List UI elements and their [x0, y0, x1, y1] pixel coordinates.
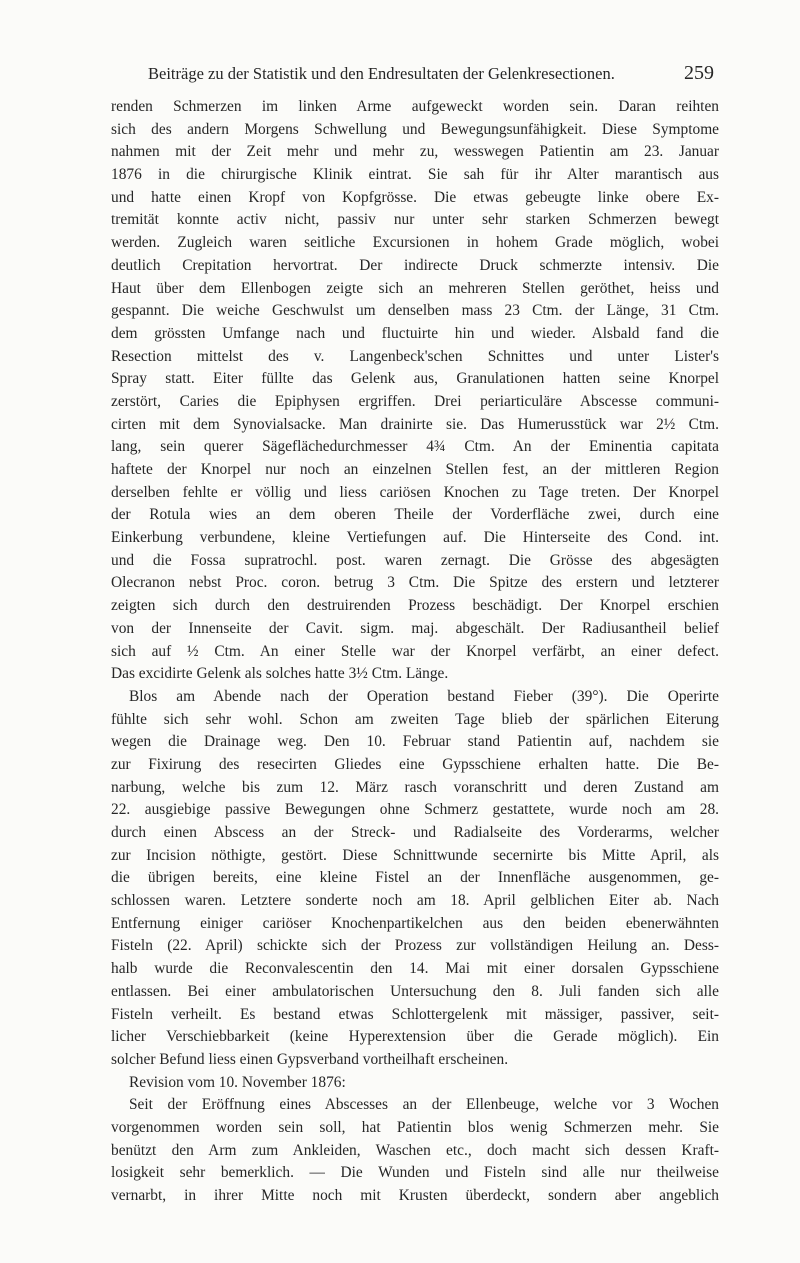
text-line: Fisteln (22. April) schickte sich der Prozess zur vollständigen Heilung an. Dess- — [111, 937, 719, 955]
text-line: haftete der Knorpel nur noch an einzelnen Stellen fest, an der mittleren Region — [111, 461, 719, 478]
text-line: renden Schmerzen im linken Arme aufgeweckt worden sein. Daran reihten — [111, 98, 719, 115]
text-line: cirten mit dem Synovialsacke. Man drainirte sie. Das Humerusstück war 2½ Ctm. — [111, 415, 719, 433]
text-line: 22. ausgiebige passive Bewegungen ohne Schmerz gestattete, wurde noch am 28. — [111, 801, 719, 819]
text-line: fühlte sich sehr wohl. Schon am zweiten Tage blieb der spärlichen Eiterung — [111, 710, 719, 728]
page-number: 259 — [684, 62, 714, 84]
text-line: vernarbt, in ihrer Mitte noch mit Krusten überdeckt, sondern aber angeblich — [111, 1187, 719, 1204]
text-line: zeigten sich durch den destruirenden Prozess beschädigt. Der Knorpel erschien — [111, 597, 719, 615]
text-line: benützt den Arm zum Ankleiden, Waschen etc., doch macht sich dessen Kraft- — [111, 1141, 719, 1159]
text-line: licher Verschiebbarkeit (keine Hyperextension über die Gerade möglich). Ein — [111, 1028, 719, 1046]
text-line: lang, sein querer Sägeflächedurchmesser 4¾ Ctm. An der Eminentia capitata — [111, 438, 719, 456]
text-line: 1876 in die chirurgische Klinik eintrat. Sie sah für ihr Alter marantisch aus — [111, 166, 719, 184]
revision-heading: Revision vom 10. November 1876: — [129, 1073, 346, 1091]
text-line: dem grössten Umfange nach und fluctuirte hin und wieder. Alsbald fand die — [111, 324, 719, 342]
text-line: werden. Zugleich waren seitliche Excursionen in hohem Grade möglich, wobei — [111, 234, 719, 252]
text-line: entlassen. Bei einer ambulatorischen Untersuchung den 8. Juli fanden sich alle — [111, 982, 719, 1000]
running-title: Beiträge zu der Statistik und den Endresultaten der Gelenkresectionen. — [148, 64, 615, 83]
text-line: zur Fixirung des resecirten Gliedes eine Gypsschiene erhalten hatte. Die Be- — [111, 755, 719, 773]
text-line: die übrigen bereits, eine kleine Fistel an der Innenfläche ausgenommen, ge- — [111, 869, 719, 887]
text-line: und die Fossa supratrochl. post. waren zernagt. Die Grösse des abgesägten — [111, 551, 719, 569]
paragraph-start-line: Seit der Eröffnung eines Abscesses an der Ellenbeuge, welche vor 3 Wochen — [129, 1096, 719, 1114]
text-line: von der Innenseite der Cavit. sigm. maj. abgeschält. Der Radiusantheil belief — [111, 619, 719, 637]
text-line: tremität konnte activ nicht, passiv nur unter sehr starken Schmerzen bewegt — [111, 211, 719, 229]
paragraph-end-line: solcher Befund liess einen Gypsverband vortheilhaft erscheinen. — [111, 1050, 509, 1068]
paragraph-start-line: Blos am Abende nach der Operation bestand Fieber (39°). Die Operirte — [129, 687, 719, 705]
paragraph-end-line: Das excidirte Gelenk als solches hatte 3½ Ctm. Länge. — [111, 665, 449, 683]
text-line: narbung, welche bis zum 12. März rasch voranschritt und deren Zustand am — [111, 778, 719, 796]
text-line: schlossen waren. Letztere sonderte noch am 18. April gelblichen Eiter ab. Nach — [111, 892, 719, 910]
text-line: zerstört, Caries die Epiphysen ergriffen. Drei periarticuläre Abscesse communi- — [111, 392, 719, 410]
text-line: wegen die Drainage weg. Den 10. Februar stand Patientin auf, nachdem sie — [111, 733, 719, 751]
text-line: Fisteln verheilt. Es bestand etwas Schlottergelenk mit mässiger, passiver, seit- — [111, 1005, 719, 1023]
text-line: nahmen mit der Zeit mehr und mehr zu, wesswegen Patientin am 23. Januar — [111, 143, 719, 161]
text-line: Haut über dem Ellenbogen zeigte sich an mehreren Stellen geröthet, heiss und — [111, 279, 719, 297]
text-line: Olecranon nebst Proc. coron. betrug 3 Ctm. Die Spitze des erstern und letzterer — [111, 574, 719, 592]
text-line: sich auf ½ Ctm. An einer Stelle war der Knorpel verfärbt, an einer defect. — [111, 642, 719, 660]
text-line: sich des andern Morgens Schwellung und Bewegungsunfähigkeit. Diese Symptome — [111, 120, 719, 138]
text-line: und hatte einen Kropf von Kopfgrösse. Die etwas gebeugte linke obere Ex- — [111, 188, 719, 206]
text-line: Resection mittelst des v. Langenbeck'schen Schnittes und unter Lister's — [111, 347, 719, 365]
text-line: gespannt. Die weiche Geschwulst um denselben mass 23 Ctm. der Länge, 31 Ctm. — [111, 302, 719, 320]
text-line: derselben fehlte er völlig und liess cariösen Knochen zu Tage treten. Der Knorpel — [111, 483, 719, 501]
text-line: losigkeit sehr bemerklich. — Die Wunden und Fisteln sind alle nur theilweise — [111, 1164, 719, 1182]
body-text — [111, 96, 719, 1208]
text-line: durch einen Abscess an der Streck- und Radialseite des Vorderarms, welcher — [111, 824, 719, 841]
text-line: vorgenommen worden sein soll, hat Patientin blos wenig Schmerzen mehr. Sie — [111, 1118, 719, 1136]
text-line: halb wurde die Reconvalescentin den 14. Mai mit einer dorsalen Gypsschiene — [111, 960, 719, 978]
text-line: Spray statt. Eiter füllte das Gelenk aus, Granulationen hatten seine Knorpel — [111, 370, 719, 388]
text-line: Entfernung einiger cariöser Knochenpartikelchen aus den beiden ebenerwähnten — [111, 914, 719, 932]
text-line: Einkerbung verbundene, kleine Vertiefungen auf. Die Hinterseite des Cond. int. — [111, 529, 719, 547]
text-line: der Rotula wies an dem oberen Theile der Vorderfläche zwei, durch eine — [111, 506, 719, 524]
text-line: zur Incision nöthigte, gestört. Diese Schnittwunde secernirte bis Mitte April, als — [111, 846, 719, 864]
text-line: deutlich Crepitation hervortrat. Der indirecte Druck schmerzte intensiv. Die — [111, 256, 719, 274]
